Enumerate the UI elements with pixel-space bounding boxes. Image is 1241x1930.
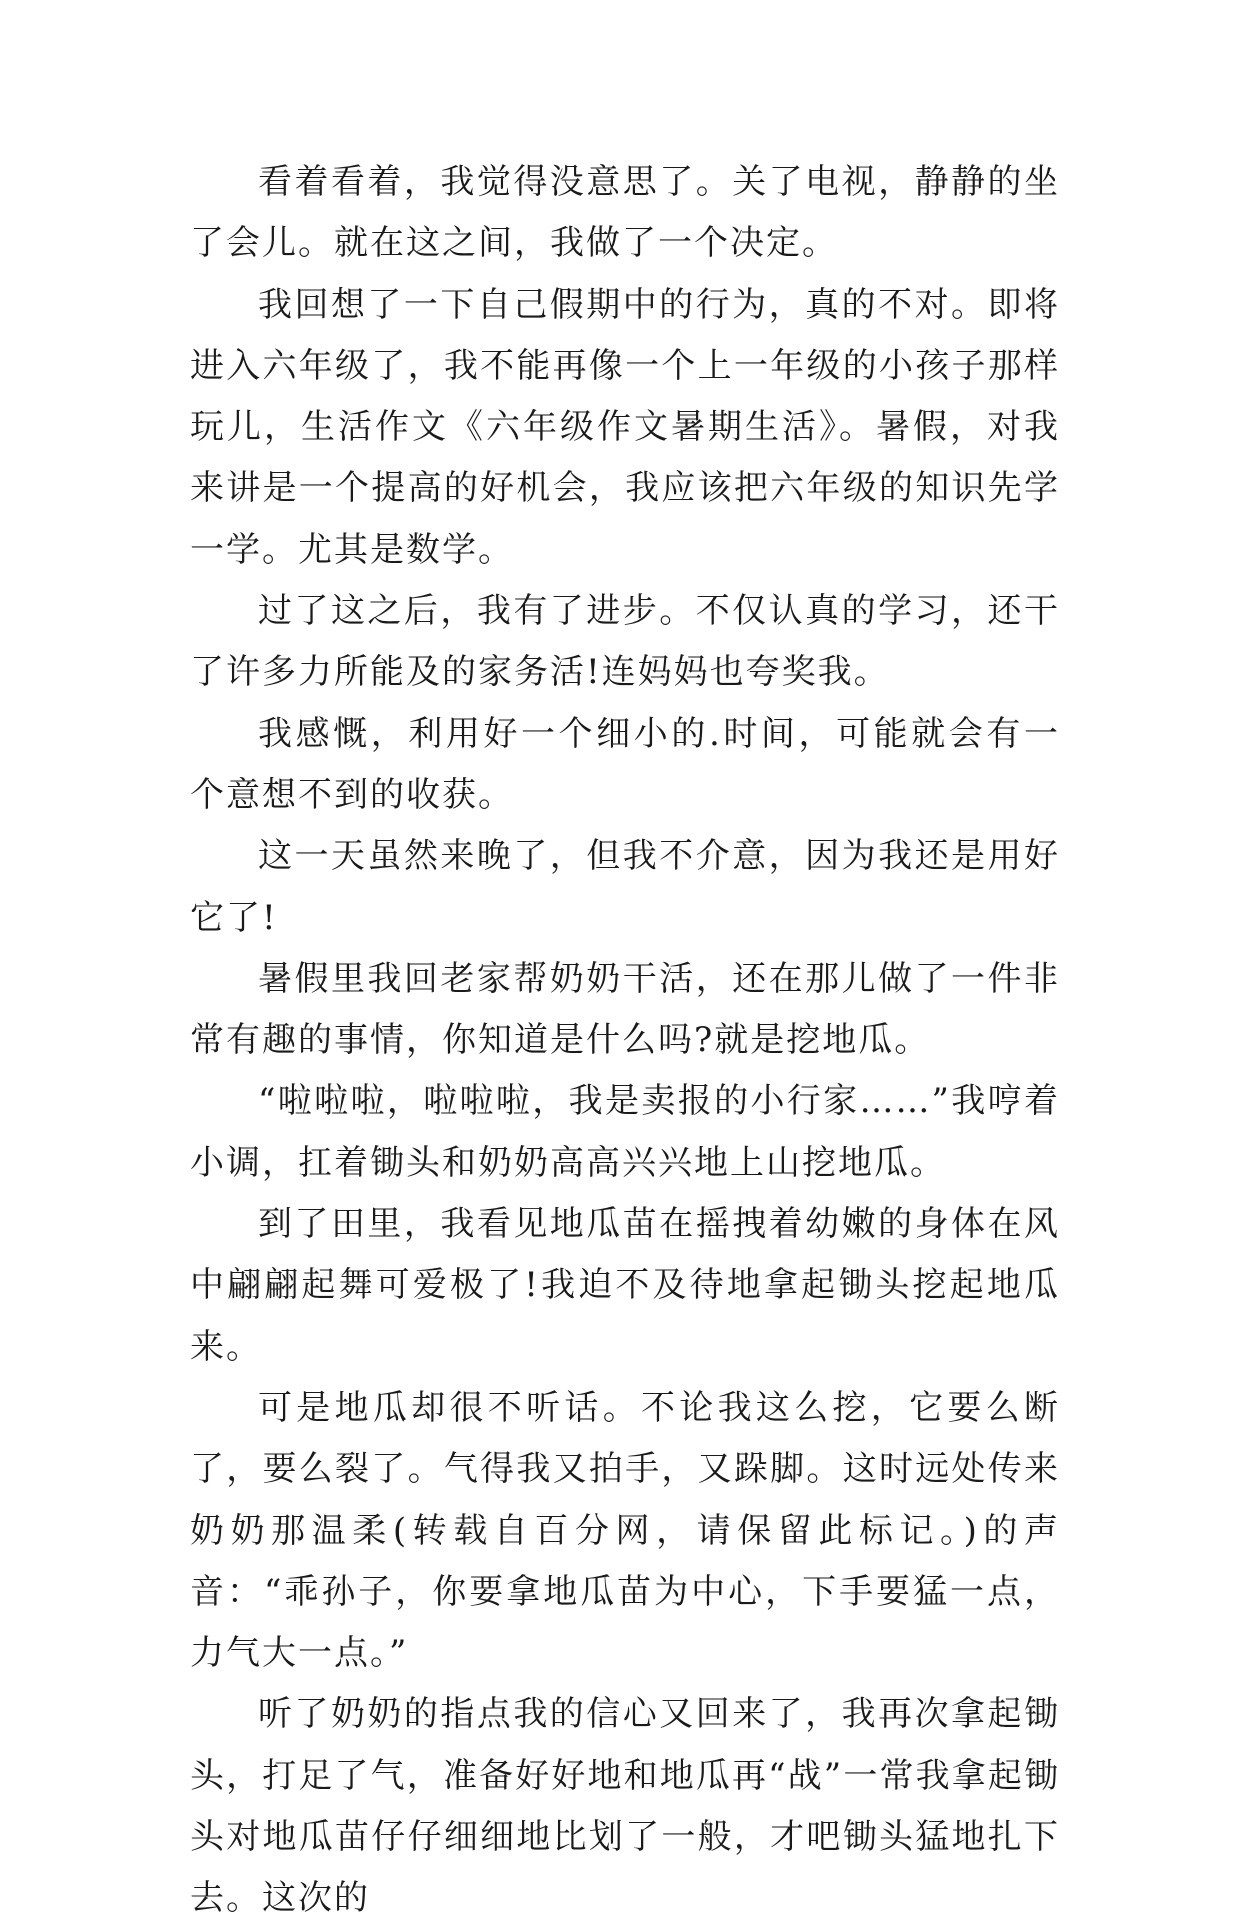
paragraph: 听了奶奶的指点我的信心又回来了，我再次拿起锄头，打足了气，准备好好地和地瓜再“战”一常我拿起锄头对地瓜苗仔仔细细地比划了一般，才吧锄头猛地扎下去。这次的 bbox=[190, 1694, 1060, 1919]
paragraph: 过了这之后，我有了进步。不仅认真的学习，还干了许多力所能及的家务活!连妈妈也夸奖我。 bbox=[190, 591, 1060, 693]
paragraph: 到了田里，我看见地瓜苗在摇拽着幼嫩的身体在风中翩翩起舞可爱极了!我迫不及待地拿起锄头挖起地瓜来。 bbox=[190, 1204, 1060, 1367]
document-body bbox=[190, 152, 1060, 1930]
paragraph: 我回想了一下自己假期中的行为，真的不对。即将进入六年级了，我不能再像一个上一年级的小孩子那样玩儿，生活作文《六年级作文暑期生活》。暑假，对我来讲是一个提高的好机会，我应该把六年级的知识先学一学。尤其是数学。 bbox=[190, 284, 1060, 570]
paragraph: 我感慨，利用好一个细小的.时间，可能就会有一个意想不到的收获。 bbox=[190, 713, 1060, 815]
paragraph: 可是地瓜却很不听话。不论我这么挖，它要么断了，要么裂了。气得我又拍手，又跺脚。这时远处传来奶奶那温柔(转载自百分网，请保留此标记。)的声音：“乖孙子，你要拿地瓜苗为中心，下手要猛一点，力气大一点。” bbox=[190, 1387, 1060, 1674]
paragraph: 看着看着，我觉得没意思了。关了电视，静静的坐了会儿。就在这之间，我做了一个决定。 bbox=[190, 162, 1060, 264]
paragraph: 这一天虽然来晚了，但我不介意，因为我还是用好它了! bbox=[190, 836, 1060, 938]
paragraph: 暑假里我回老家帮奶奶干活，还在那儿做了一件非常有趣的事情，你知道是什么吗?就是挖地瓜。 bbox=[190, 958, 1060, 1061]
paragraph: “啦啦啦，啦啦啦，我是卖报的小行家……”我哼着小调，扛着锄头和奶奶高高兴兴地上山挖地瓜。 bbox=[190, 1081, 1060, 1183]
